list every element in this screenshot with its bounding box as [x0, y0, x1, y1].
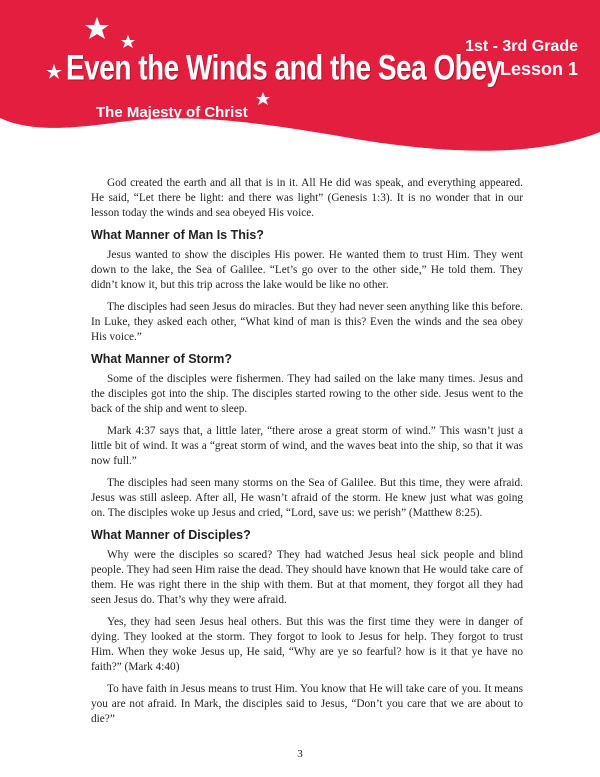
- section-heading: What Manner of Disciples?: [91, 528, 251, 542]
- body-paragraph: The disciples had seen Jesus do miracles. But they had never seen anything like this before. In Luke, they asked each other, “What kind of man is this? Even the winds and the sea obey His voice.”: [91, 301, 523, 343]
- header-banner: [0, 0, 600, 170]
- grade-label: 1st - 3rd Grade: [465, 38, 578, 55]
- grade-info: [465, 36, 578, 80]
- body-paragraph: Mark 4:37 says that, a little later, “there arose a great storm of wind.” This wasn’t just a little bit of wind. It was a “great storm of wind, and the waves beat into the ship, so that it was now full.”: [91, 425, 523, 467]
- lesson-body: [91, 176, 523, 734]
- lesson-number: Lesson 1: [499, 59, 578, 79]
- intro-paragraph: God created the earth and all that is in it. All He did was speak, and everything appeared. He said, “Let there be light: and there was light” (Genesis 1:3). It is no wonder that in our lesson today the winds and sea obeyed His voice.: [91, 177, 523, 219]
- body-paragraph: Jesus wanted to show the disciples His power. He wanted them to trust Him. They went down to the lake, the Sea of Galilee. “Let’s go over to the other side,” He told them. They didn’t know it, but this trip across the lake would be like no other.: [91, 249, 523, 291]
- lesson-subtitle: The Majesty of Christ: [96, 104, 248, 121]
- body-paragraph: To have faith in Jesus means to trust Him. You know that He will take care of you. It means you are not afraid. In Mark, the disciples said to Jesus, “Don’t you care that we are about to die?”: [91, 683, 523, 725]
- section-heading: What Manner of Man Is This?: [91, 228, 264, 242]
- body-paragraph: The disciples had seen many storms on the Sea of Galilee. But this time, they were afraid. Jesus was still asleep. After all, He wasn’t afraid of the storm. He knew just what was going on. The disciples woke up Jesus and cried, “Lord, save us: we perish” (Matthew 8:25).: [91, 477, 523, 519]
- section-heading: What Manner of Storm?: [91, 352, 232, 366]
- body-paragraph: Some of the disciples were fishermen. They had sailed on the lake many times. Jesus and the disciples got into the ship. The disciples started rowing to the other side. Jesus went to the back of the ship and went to sleep.: [91, 373, 523, 415]
- page-number: 3: [297, 748, 303, 760]
- body-paragraph: Why were the disciples so scared? They had watched Jesus heal sick people and blind people. They had seen Him raise the dead. They should have known that He would take care of them. He was right there in the ship with them. But at that moment, they forgot all they had seen Jesus do. That’s why they were afraid.: [91, 549, 523, 606]
- lesson-title: Even the Winds and the Sea Obey: [66, 48, 502, 87]
- body-paragraph: Yes, they had seen Jesus heal others. But this was the first time they were in danger of dying. They looked at the storm. They forgot to look to Jesus for help. They forgot to trust Him. When they woke Jesus up, He said, “Why are ye so fearful? how is it that ye have no faith?” (Mark 4:40): [91, 616, 523, 673]
